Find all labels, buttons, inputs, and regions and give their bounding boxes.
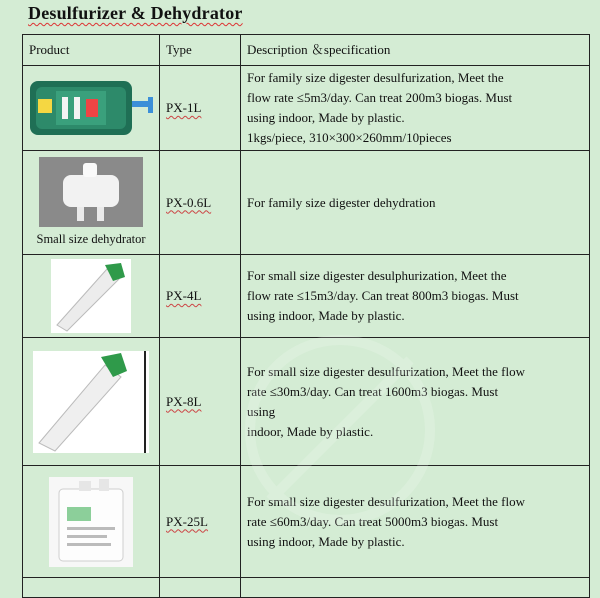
product-image-cell bbox=[23, 255, 160, 338]
type-cell bbox=[160, 338, 241, 466]
product-caption: Small size dehydrator bbox=[36, 231, 146, 246]
product-image-cell bbox=[23, 466, 160, 578]
type-text: PX-1L bbox=[166, 100, 202, 115]
table-row bbox=[23, 66, 590, 151]
desc-line: For small size digester desulphurization, Meet the bbox=[247, 268, 507, 283]
type-cell bbox=[160, 466, 241, 578]
desc-line: rate ≤30m3/day. Can treat 1600m3 biogas. Must bbox=[247, 383, 499, 399]
table-row bbox=[23, 466, 590, 578]
header-product: Product bbox=[23, 35, 160, 66]
desc-line: For family size digester dehydration bbox=[247, 194, 436, 210]
product-image-cell bbox=[23, 151, 160, 255]
page-title: Desulfurizer & Dehydrator bbox=[28, 3, 243, 23]
type-text: PX-0.6L bbox=[166, 194, 212, 210]
desc-line: For family size digester desulfurization, Meet the bbox=[247, 70, 504, 85]
desulfurizer-tube-medium-image bbox=[33, 351, 149, 453]
desulfurizer-box-large-image bbox=[49, 477, 133, 567]
product-table bbox=[22, 34, 590, 598]
table-header-row bbox=[23, 35, 590, 66]
table-row bbox=[23, 338, 590, 466]
desc-line: using indoor, Made by plastic. bbox=[247, 533, 405, 549]
header-description: Description ＆specification bbox=[241, 35, 590, 66]
description-cell bbox=[241, 151, 590, 255]
table-row bbox=[23, 255, 590, 338]
description-cell bbox=[241, 66, 590, 151]
desc-line: For small size digester desulfurization, Meet the flow bbox=[247, 493, 525, 509]
desulfurizer-green-image bbox=[26, 77, 156, 139]
type-text: PX-8L bbox=[166, 393, 202, 409]
desc-line: rate ≤60m3/day. Can treat 5000m3 biogas. Must bbox=[247, 513, 499, 529]
header-type: Type bbox=[160, 35, 241, 66]
desc-line: using indoor, Made by plastic. bbox=[247, 308, 405, 323]
type-cell bbox=[160, 151, 241, 255]
desc-line: 1kgs/piece, 310×300×260mm/10pieces bbox=[247, 130, 452, 145]
desc-line: using indoor, Made by plastic. bbox=[247, 110, 405, 125]
desc-line: flow rate ≤15m3/day. Can treat 800m3 biogas. Must bbox=[247, 288, 519, 303]
description-cell bbox=[241, 338, 590, 466]
desc-line: indoor, Made by plastic. bbox=[247, 423, 374, 439]
product-image-cell bbox=[23, 338, 160, 466]
table-row bbox=[23, 151, 590, 255]
type-cell bbox=[160, 255, 241, 338]
dehydrator-white-image bbox=[39, 157, 143, 227]
product-image-cell bbox=[23, 66, 160, 151]
type-cell bbox=[160, 66, 241, 151]
desc-line: For small size digester desulfurization, Meet the flow bbox=[247, 363, 525, 379]
description-cell bbox=[241, 466, 590, 578]
desc-line: using bbox=[247, 403, 276, 419]
desulfurizer-tube-small-image bbox=[51, 259, 131, 333]
type-text: PX-25L bbox=[166, 513, 208, 529]
description-cell bbox=[241, 255, 590, 338]
type-text: PX-4L bbox=[166, 288, 202, 303]
desc-line: flow rate ≤5m3/day. Can treat 200m3 biogas. Must bbox=[247, 90, 513, 105]
